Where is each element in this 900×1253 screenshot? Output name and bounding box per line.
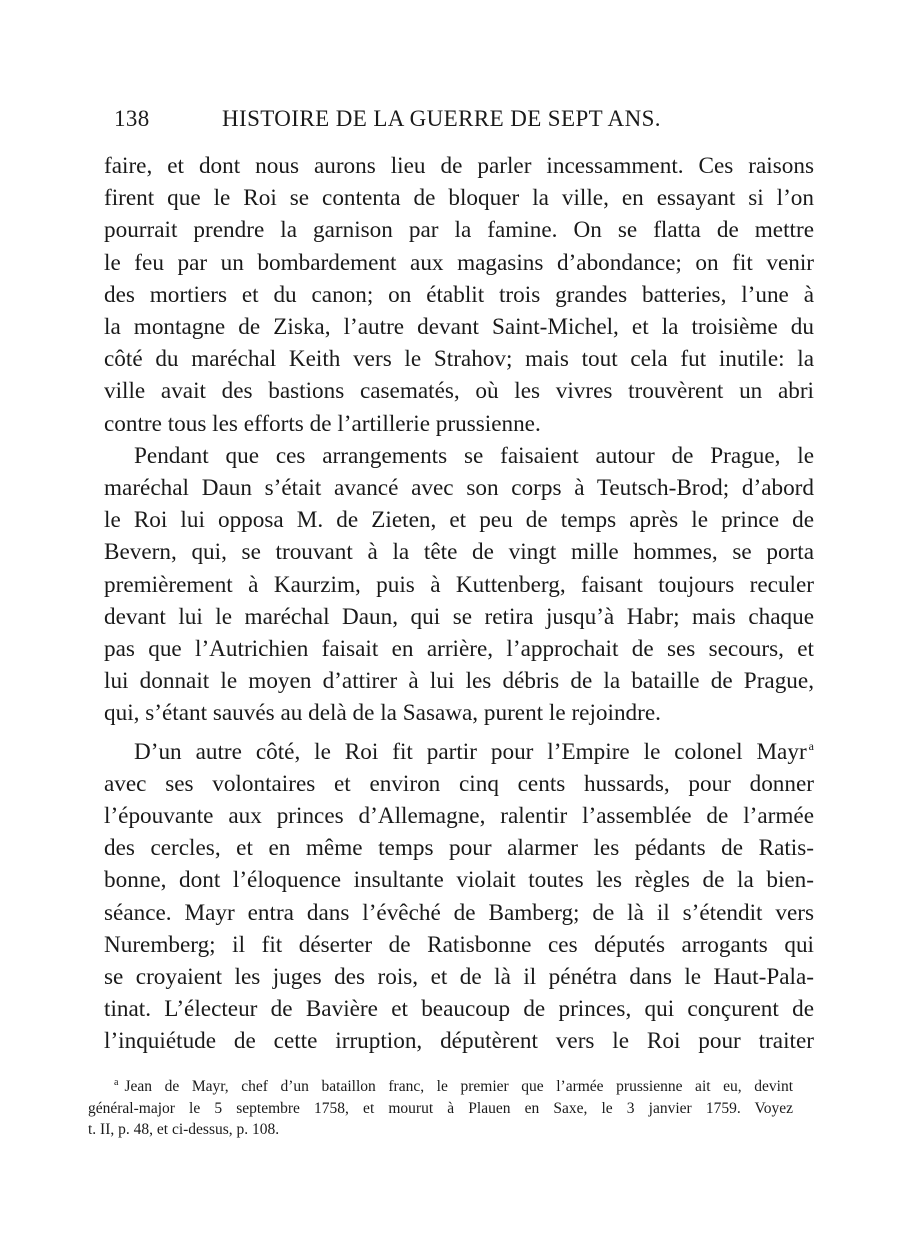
- text-line: le feu par un bombardement aux magasins d’abondance; on fit venir: [104, 249, 814, 276]
- footnote: [88, 1072, 793, 1141]
- running-title: HISTOIRE DE LA GUERRE DE SEPT ANS.: [222, 106, 661, 131]
- text-line: l’épouvante aux princes d’Allemagne, ralentir l’assemblée de l’armée: [104, 803, 814, 830]
- body-text: [104, 150, 814, 1058]
- text-line: pourrait prendre la garnison par la famine. On se flatta de mettre: [104, 217, 814, 244]
- running-header: [114, 106, 714, 132]
- text-line: avec ses volontaires et environ cinq cents hussards, pour donner: [104, 770, 814, 797]
- text-line: Pendant que ces arrangements se faisaient autour de Prague, le: [134, 442, 814, 469]
- page-number: 138: [114, 106, 150, 131]
- text-line: côté du maréchal Keith vers le Strahov; mais tout cela fut inutile: la: [104, 346, 814, 373]
- text-line: le Roi lui opposa M. de Zieten, et peu de temps après le prince de: [104, 507, 814, 534]
- text-line: bonne, dont l’éloquence insultante violait toutes les règles de la bien-: [104, 867, 814, 894]
- text-line: des mortiers et du canon; on établit trois grandes batteries, l’une à: [104, 281, 814, 308]
- text-line: firent que le Roi se contenta de bloquer la ville, en essayant si l’on: [104, 185, 814, 212]
- text-line: devant lui le maréchal Daun, qui se retira jusqu’à Habr; mais chaque: [104, 603, 814, 630]
- text-line-with-footnote: [104, 730, 814, 768]
- text-line: D’un autre côté, le Roi fit partir pour l’Empire le colonel Mayr: [134, 738, 807, 765]
- footnote-line: [88, 1072, 793, 1098]
- text-line: des cercles, et en même temps pour alarmer les pédants de Ratis-: [104, 835, 814, 862]
- text-line: faire, et dont nous aurons lieu de parler incessamment. Ces raisons: [104, 153, 814, 179]
- text-line: ville avait des bastions casematés, où les vivres trouvèrent un abri: [104, 378, 814, 405]
- text-line: tinat. L’électeur de Bavière et beaucoup de princes, qui conçurent de: [104, 996, 814, 1023]
- paragraph-2: [104, 440, 814, 730]
- footnote-line: général-major le 5 septembre 1758, et mourut à Plauen en Saxe, le 3 janvier 1759. Voyez: [88, 1099, 793, 1117]
- text-line: l’inquiétude de cette irruption, députèrent vers le Roi pour traiter: [104, 1028, 814, 1055]
- paragraph-1: [104, 150, 814, 440]
- footnote-marker: a: [808, 738, 814, 753]
- text-line: pas que l’Autrichien faisait en arrière, l’approchait de ses secours, et: [104, 636, 814, 663]
- text-line: Nuremberg; il fit déserter de Ratisbonne ces députés arrogants qui: [104, 931, 814, 958]
- footnote-mark: a: [114, 1077, 119, 1088]
- text-line: contre tous les efforts de l’artillerie prussienne.: [104, 410, 541, 437]
- paragraph-3: [104, 730, 814, 1058]
- text-line: la montagne de Ziska, l’autre devant Saint-Michel, et la troisième du: [104, 314, 814, 341]
- footnote-line: t. II, p. 48, et ci-dessus, p. 108.: [88, 1121, 280, 1138]
- text-line: lui donnait le moyen d’attirer à lui les débris de la bataille de Prague,: [104, 668, 814, 695]
- text-line: qui, s’étant sauvés au delà de la Sasawa, purent le rejoindre.: [104, 700, 661, 727]
- text-line: séance. Mayr entra dans l’évêché de Bamberg; de là il s’étendit vers: [104, 899, 814, 926]
- text-line: maréchal Daun s’était avancé avec son corps à Teutsch-Brod; d’abord: [104, 475, 814, 502]
- text-line: Bevern, qui, se trouvant à la tête de vingt mille hommes, se porta: [104, 539, 814, 566]
- text-line: se croyaient les juges des rois, et de là il pénétra dans le Haut-Pala-: [104, 964, 814, 991]
- text-line: premièrement à Kaurzim, puis à Kuttenberg, faisant toujours reculer: [104, 571, 814, 598]
- footnote-text: Jean de Mayr, chef d’un bataillon franc, le premier que l’armée prussienne ait eu, devint: [124, 1078, 793, 1095]
